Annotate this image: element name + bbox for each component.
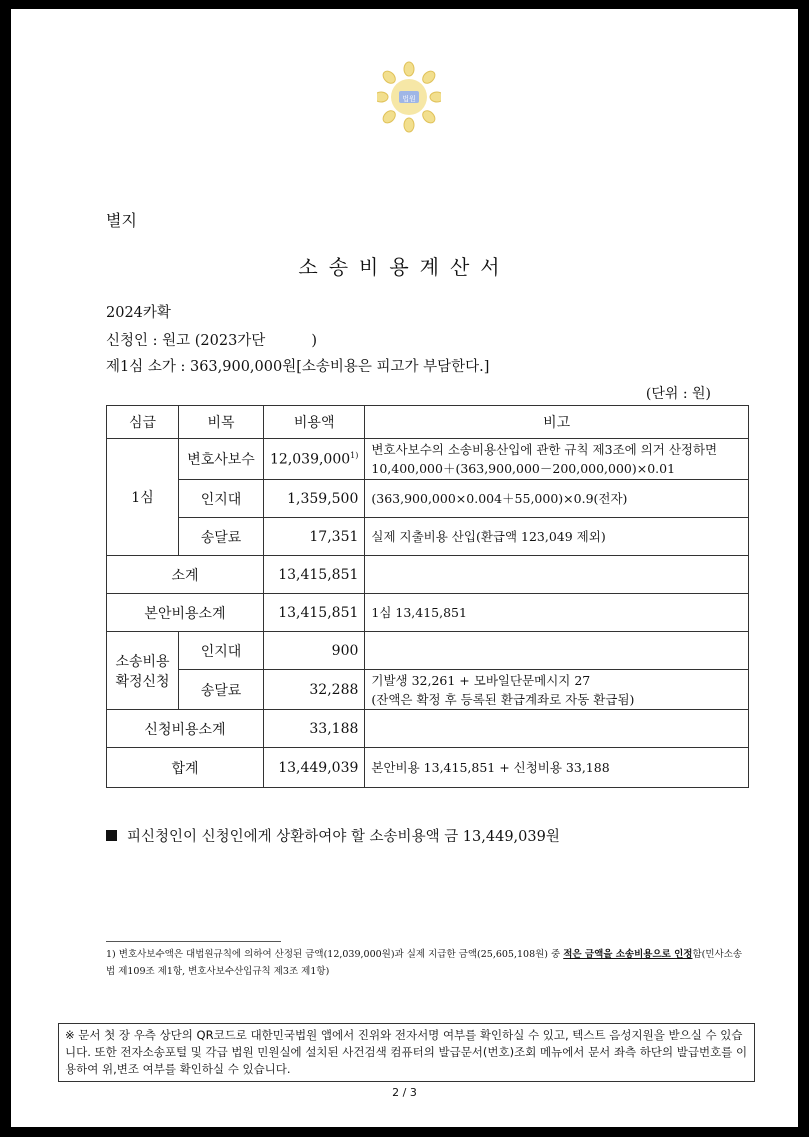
footnote-emphasis: 적은 금액을 소송비용으로 인정 <box>563 949 693 960</box>
table-row <box>107 670 749 710</box>
table-row <box>107 632 749 670</box>
apply-subtotal-label: 신청비용소계 <box>107 710 264 748</box>
header-remark: 비고 <box>365 406 749 439</box>
court-emblem-icon <box>377 61 441 133</box>
total-amount: 13,449,039 <box>264 748 365 788</box>
table-row <box>107 710 749 748</box>
remark-cell <box>365 670 749 710</box>
confirm-level-line: 소송비용 <box>115 653 170 670</box>
footnote-text: 1) 변호사보수액은 대법원규칙에 의하여 산정된 금액(12,039,000원)과 실제 지급한 금액(25,605,108원) 중 <box>106 949 564 960</box>
remark-line: (잔액은 확정 후 등록된 환급계좌로 자동 환급됨) <box>371 691 635 707</box>
header-amount: 비용액 <box>264 406 365 439</box>
table-row <box>107 518 749 556</box>
amount-value: 12,039,000 <box>270 451 351 468</box>
remark-cell <box>365 632 749 670</box>
table-row <box>107 748 749 788</box>
subtotal-amount: 13,415,851 <box>264 556 365 594</box>
square-bullet-icon <box>106 830 117 841</box>
item-cell: 송달료 <box>179 518 264 556</box>
remark-cell: (363,900,000×0.004＋55,000)×0.9(전자) <box>365 480 749 518</box>
item-cell: 변호사보수 <box>179 439 264 480</box>
first-instance-line: 제1심 소가 : 363,900,000원[소송비용은 피고가 부담한다.] <box>106 359 490 375</box>
table-header-row <box>107 406 749 439</box>
table-row <box>107 594 749 632</box>
cost-table <box>106 405 749 788</box>
document-title: 소송비용계산서 <box>298 255 511 279</box>
amount-cell <box>264 439 365 480</box>
item-cell: 인지대 <box>179 632 264 670</box>
footnote-text: 함(민사소송법 제109조 제1항, 변호사보수산입규칙 제3조 제1항) <box>106 949 743 977</box>
attachment-label: 별지 <box>106 211 137 230</box>
subtotal-remark <box>365 556 749 594</box>
remark-cell: 실제 지출비용 산입(환급액 123,049 제외) <box>365 518 749 556</box>
apply-subtotal-amount: 33,188 <box>264 710 365 748</box>
applicant-line: 신청인 : 원고 (2023가단 ) <box>106 333 318 349</box>
page-number: 2 / 3 <box>392 1086 417 1099</box>
confirm-level-line: 확정신청 <box>115 673 170 690</box>
remark-line: 10,400,000＋(363,900,000－200,000,000)×0.01 <box>371 461 676 476</box>
subtotal-label: 소계 <box>107 556 264 594</box>
main-subtotal-remark: 1심 13,415,851 <box>365 594 749 632</box>
table-row <box>107 556 749 594</box>
main-subtotal-amount: 13,415,851 <box>264 594 365 632</box>
remark-cell <box>365 439 749 480</box>
document-page <box>11 9 798 1127</box>
unit-label: (단위 : 원) <box>645 386 711 402</box>
apply-subtotal-remark <box>365 710 749 748</box>
remark-line: 변호사보수의 소송비용산입에 관한 규칙 제3조에 의거 산정하면 <box>371 442 718 457</box>
summary-text: 피신청인이 신청인에게 상환하여야 할 소송비용액 금 13,449,039원 <box>127 829 560 845</box>
amount-cell: 17,351 <box>264 518 365 556</box>
table-row <box>107 439 749 480</box>
main-subtotal-label: 본안비용소계 <box>107 594 264 632</box>
header-item: 비목 <box>179 406 264 439</box>
header-level: 심급 <box>107 406 179 439</box>
total-label: 합계 <box>107 748 264 788</box>
footnote <box>106 946 746 980</box>
case-number: 2024카확 <box>106 305 171 321</box>
table-row <box>107 480 749 518</box>
emblem-text: 법원 <box>402 95 416 103</box>
level-cell: 1심 <box>107 439 179 556</box>
amount-cell: 900 <box>264 632 365 670</box>
verification-notice: ※ 문서 첫 장 우측 상단의 QR코드로 대한민국법원 앱에서 진위와 전자서명 여부를 확인하실 수 있고, 텍스트 음성지원을 받으실 수 있습니다. 또한 전자소송포털 및 각급 법원 민원실에 설치된 사건검색 컴퓨터의 발급문서(번호)조회 메뉴에서 문서 좌측 하단의 발급번호를 이용하여 위,변조 여부를 확인하실 수 있습니다. <box>58 1023 755 1082</box>
footnote-divider <box>106 941 281 942</box>
confirm-level-cell <box>107 632 179 710</box>
total-remark: 본안비용 13,415,851 + 신청비용 33,188 <box>365 748 749 788</box>
amount-cell: 1,359,500 <box>264 480 365 518</box>
amount-cell: 32,288 <box>264 670 365 710</box>
summary-line <box>106 825 560 846</box>
item-cell: 인지대 <box>179 480 264 518</box>
remark-line: 기발생 32,261 + 모바일단문메시지 27 <box>371 672 591 688</box>
item-cell: 송달료 <box>179 670 264 710</box>
footnote-ref: 1) <box>350 450 359 460</box>
